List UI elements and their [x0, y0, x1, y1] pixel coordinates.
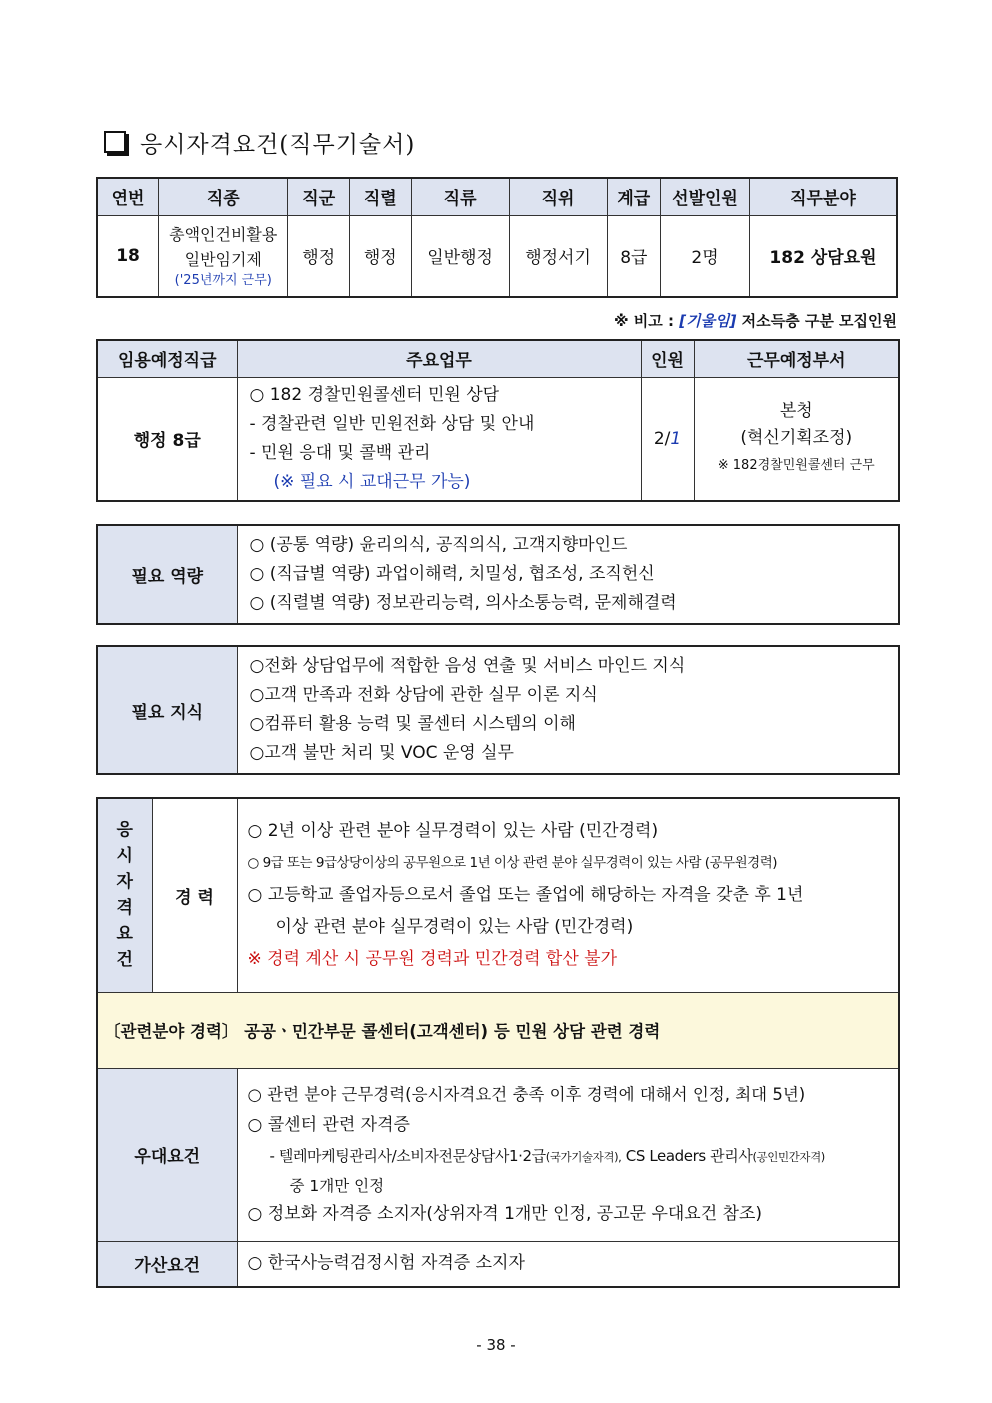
- vlabel-char: 시: [116, 846, 133, 867]
- type-line1: 총액인건비활용: [169, 224, 278, 244]
- preference-list: [237, 1068, 899, 1241]
- pref-detail-c: CS Leaders 관리사: [621, 1147, 753, 1165]
- cell-grade: 8급: [607, 215, 661, 297]
- duty-grade: 행정 8급: [97, 377, 237, 501]
- career-warning: ※ 경력 계산 시 공무원 경력과 민간경력 합산 불가: [247, 949, 617, 970]
- position-table: [96, 177, 898, 298]
- duty-list: [237, 377, 641, 501]
- preference-item-detail: [248, 1141, 899, 1173]
- knowledge-label: 필요 지식: [97, 646, 237, 774]
- section-title-row: [104, 124, 415, 160]
- related-field: 〔관련분야 경력〕 공공ㆍ민간부문 콜센터(고객센터) 등 민원 상담 관련 경력: [104, 1022, 661, 1041]
- competency-item: ○ (직렬별 역량) 정보관리능력, 의사소통능력, 문제해결력: [249, 593, 677, 613]
- career-item: ○ 9급 또는 9급상당이상의 공무원으로 1년 이상 관련 분야 실무경력이 있는 사람 (공무원경력): [247, 855, 778, 872]
- preference-item: ○ 콜센터 관련 자격증: [247, 1115, 410, 1135]
- dept-line2: (혁신기획조정): [740, 428, 853, 449]
- vlabel-char: 자: [116, 872, 133, 893]
- duty-item: - 경찰관련 일반 민원전화 상담 및 안내: [249, 413, 535, 434]
- related-field-row: [97, 992, 899, 1068]
- col-header-position: 직위: [509, 178, 607, 215]
- count-prefix: 2/: [653, 428, 671, 449]
- col-header-appointment-grade: 임용예정직급: [97, 340, 237, 377]
- col-header-group: 직군: [288, 178, 350, 215]
- knowledge-item: ○전화 상담업무에 적합한 음성 연출 및 서비스 마인드 지식: [249, 656, 686, 676]
- col-header-count: 선발인원: [661, 178, 750, 215]
- cell-type: [159, 215, 288, 297]
- count-italic: 1: [670, 428, 682, 449]
- checkbox-square-icon: [104, 131, 126, 153]
- col-header-class: 직류: [411, 178, 509, 215]
- knowledge-item: ○컴퓨터 활용 능력 및 콜센터 시스템의 이해: [249, 714, 576, 734]
- duty-count: [641, 377, 694, 501]
- knowledge-item: ○고객 만족과 전화 상담에 관한 실무 이론 지식: [249, 685, 598, 705]
- duty-table: [96, 339, 900, 502]
- cell-series: 행정: [350, 215, 412, 297]
- vlabel-char: 격: [116, 898, 133, 919]
- page-number: - 38 -: [476, 1336, 516, 1354]
- career-item: ○ 고등학교 졸업자등으로서 졸업 또는 졸업에 해당하는 자격을 갖춘 후 1년: [247, 885, 804, 906]
- remark-text: 저소득층 구분 모집인원: [741, 312, 897, 330]
- type-line2: 일반임기제: [184, 249, 262, 269]
- knowledge-list: [237, 646, 899, 774]
- col-header-type: 직종: [159, 178, 288, 215]
- knowledge-table: [96, 645, 900, 775]
- cell-field: 182 상담요원: [749, 215, 897, 297]
- qualification-table: [96, 797, 900, 1288]
- vlabel-char: 건: [116, 950, 133, 971]
- col-header-field: 직무분야: [749, 178, 897, 215]
- cell-count: 2명: [661, 215, 750, 297]
- preference-label: 우대요건: [97, 1068, 237, 1241]
- career-item: ○ 2년 이상 관련 분야 실무경력이 있는 사람 (민간경력): [247, 821, 659, 842]
- col-header-no: 연번: [97, 178, 159, 215]
- competency-table: [96, 524, 900, 625]
- bonus-list: [237, 1241, 899, 1287]
- cell-group: 행정: [288, 215, 350, 297]
- pref-detail-a: - 텔레마케팅관리사/소비자전문상담사1·2급: [269, 1147, 546, 1165]
- section-title: 응시자격요건(직무기술서): [140, 131, 416, 158]
- preference-item: ○ 정보화 자격증 소지자(상위자격 1개만 인정, 공고문 우대요건 참조): [247, 1204, 763, 1224]
- dept-note: ※ 182경찰민원콜센터 근무: [717, 458, 875, 474]
- col-header-department: 근무예정부서: [694, 340, 899, 377]
- career-item-cont: 이상 관련 분야 실무경력이 있는 사람 (민간경력): [275, 917, 634, 938]
- remark-italic: [기울임]: [679, 312, 737, 330]
- competency-list: [237, 525, 899, 624]
- duty-item: ○ 182 경찰민원콜센터 민원 상담: [249, 384, 500, 405]
- competency-item: ○ (직급별 역량) 과업이해력, 치밀성, 협조성, 조직헌신: [249, 564, 655, 584]
- cell-class: 일반행정: [411, 215, 509, 297]
- pref-detail-d: (공인민간자격): [752, 1150, 825, 1164]
- career-list: [237, 798, 899, 992]
- competency-label: 필요 역량: [97, 525, 237, 624]
- preference-item-detail-cont: 중 1개만 인정: [289, 1177, 385, 1195]
- duty-department: [694, 377, 899, 501]
- bonus-item: ○ 한국사능력검정시험 자격증 소지자: [247, 1253, 525, 1274]
- pref-detail-b: (국가기술자격),: [545, 1150, 622, 1164]
- knowledge-item: ○고객 불만 처리 및 VOC 운영 실무: [249, 743, 514, 763]
- cell-no: 18: [97, 215, 159, 297]
- competency-item: ○ (공통 역량) 윤리의식, 공직의식, 고객지향마인드: [249, 535, 628, 555]
- col-header-grade: 계급: [607, 178, 661, 215]
- dept-line1: 본청: [779, 401, 813, 422]
- type-note: ('25년까지 근무): [174, 272, 272, 288]
- qualification-vertical-label: [97, 798, 152, 992]
- remark-prefix: ※ 비고 :: [613, 312, 674, 330]
- duty-item: - 민원 응대 및 콜백 관리: [249, 442, 431, 463]
- bonus-label: 가산요건: [97, 1241, 237, 1287]
- career-label: 경 력: [152, 798, 237, 992]
- preference-item: ○ 관련 분야 근무경력(응시자격요건 충족 이후 경력에 대해서 인정, 최대 5년): [247, 1085, 806, 1104]
- col-header-headcount: 인원: [641, 340, 694, 377]
- duty-note: (※ 필요 시 교대근무 가능): [273, 471, 471, 492]
- col-header-series: 직렬: [350, 178, 412, 215]
- vlabel-char: 요: [116, 924, 133, 945]
- remark: [614, 310, 897, 331]
- cell-position: 행정서기: [509, 215, 607, 297]
- vlabel-char: 응: [116, 820, 133, 841]
- col-header-main-duty: 주요업무: [237, 340, 641, 377]
